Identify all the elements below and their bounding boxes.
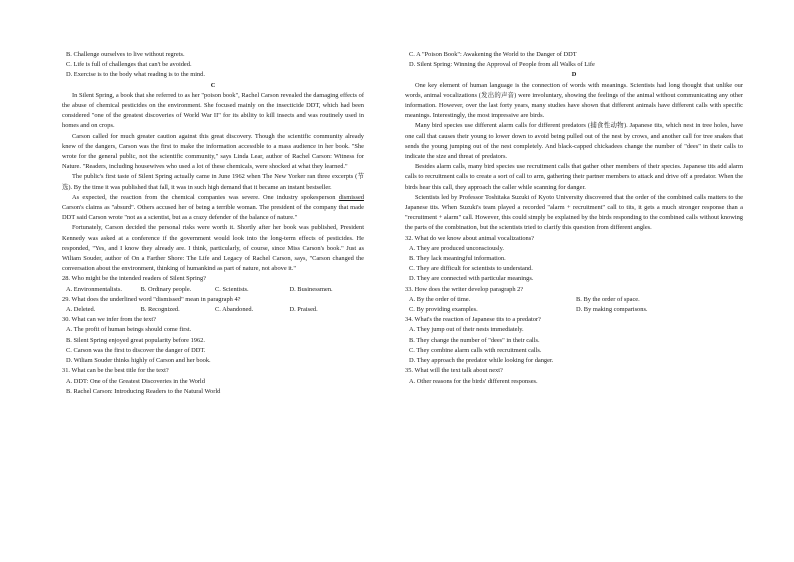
- passage-c-paragraph-5: Fortunately, Carson decided the personal risks were worth it. Shortly after her book was published, President Kennedy was asked at a conference if the government would look into the long-term effects of pesticides. He responded, "Yes, and I know they already are. I think, particularly, of course, since Miss Carson's book." Just as Wiliam Souder, author of On a Farther Shore: The Life and Legacy of Rachel Carson, says, "Carson changed the conversation about the environment, thinking of humankind as part of nature, not above it.": [62, 224, 364, 273]
- option: B. Silent Spring enjoyed great popularity before 1962.: [66, 336, 205, 344]
- question-33-options-row-2: [409, 305, 743, 315]
- question-28-options: [66, 285, 364, 295]
- option: B. They change the number of "dees" in their calls.: [409, 336, 540, 344]
- option: B. They lack meaningful information.: [409, 255, 506, 263]
- option: B. Challenge ourselves to live without regrets.: [66, 51, 185, 58]
- passage-c-paragraph-4: [62, 193, 364, 224]
- option: C. Carson was the first to discover the danger of DDT.: [66, 346, 206, 354]
- option: A. Other reasons for the birds' different responses.: [409, 377, 538, 385]
- right-column: [405, 50, 743, 387]
- section-heading-c: C: [210, 81, 216, 89]
- option: C. Scientists.: [215, 285, 249, 293]
- option: C. Abandoned.: [215, 306, 254, 314]
- question-34: 34. What's the reaction of Japanese tits to a predator?: [405, 316, 541, 324]
- option: A. The profit of human beings should come first.: [66, 326, 192, 334]
- left-column: [62, 50, 364, 397]
- option: C. They combine alarm calls with recruitment calls.: [409, 346, 542, 354]
- question-29: 29. What does the underlined word "dismissed" mean in paragraph 4?: [62, 295, 241, 303]
- option: A. They are produced unconsciously.: [409, 244, 504, 252]
- question-33-options-row-1: [409, 295, 743, 305]
- passage-d-paragraph-3: Besides alarm calls, many bird species use recruitment calls that gather other members of their species. Japanese tits add alarm calls to recruitment calls to create a sort of call to arm, gathering their partner members to attack and drive off a predator. When the birds hear this call, they approach the caller while scanning for danger.: [405, 163, 743, 191]
- passage-d-paragraph-2: Many bird species use different alarm calls for different predators (捕食性动物). Japanese tits, which nest in tree holes, have one call that causes their young to lower down to avoid being pulled out of the nest by crows, and another call for tree snakes that sends the young jumping out of the nest completely. And black-capped chickadees change the number of "dees" in their calls to indicate the size and threat of predators.: [405, 122, 743, 161]
- option: D. Praised.: [289, 306, 318, 314]
- option: B. By the order of space.: [576, 295, 640, 303]
- option: C. Life is full of challenges that can't be avoided.: [66, 61, 192, 69]
- underlined-word: dismissed: [338, 193, 364, 201]
- option: A. Environmentalists.: [66, 285, 122, 293]
- option: B. Recognized.: [140, 306, 180, 314]
- option: A. DDT: One of the Greatest Discoveries in the World: [66, 377, 205, 385]
- passage-c-paragraph-1: In Silent Spring, a book that she referred to as her "poison book", Rachel Carson revealed the damaging effects of the abuse of chemical pesticides on the environment. She focused mainly on the insecticide DDT, which had been considered "one of the greatest discoveries of World War II" for its ability to kill insects and was routinely used in homes and on crops.: [62, 91, 364, 130]
- question-31: 31. What can be the best title for the text?: [62, 367, 169, 375]
- question-32: 32. What do we know about animal vocalizations?: [405, 234, 535, 242]
- option: C. A "Poison Book": Awakening the World to the Danger of DDT: [409, 51, 577, 58]
- paragraph-4-end: Carson's claims as "absurd". Others accused her of being a terrible woman. The president of the company that made DDT said Carson wrote "not as a scientist, but as a crazy defender of the balance of nature.": [62, 204, 364, 222]
- passage-d-paragraph-4: Scientists led by Professor Toshitaka Suzuki of Kyoto University discovered that the order of the combined calls matters to the Japanese tits. When Suzuki's team played a recorded "alarm + recruitment" call to tits, it gets a much stronger response than a "recruitment + alarm" call. However, this could simply be explained by the birds responding to the combined calls without knowing the parts of the combination, but the scientists tried to clarify this question from different angles.: [405, 193, 743, 232]
- option: B. Ordinary people.: [140, 285, 192, 293]
- question-35: 35. What will the text talk about next?: [405, 367, 503, 375]
- option: D. Businessmen.: [289, 285, 333, 293]
- option: D. By making comparisons.: [576, 306, 648, 314]
- question-33: 33. How does the writer develop paragraph 2?: [405, 285, 524, 293]
- option: A. By the order of time.: [409, 295, 471, 303]
- option: A. They jump out of their nests immediately.: [409, 326, 524, 334]
- option: C. By providing examples.: [409, 306, 478, 314]
- option: C. They are difficult for scientists to understand.: [409, 265, 533, 273]
- option: D. They approach the predator while looking for danger.: [409, 357, 554, 365]
- question-29-options: [66, 305, 364, 315]
- option: D. They are connected with particular meanings.: [409, 275, 534, 283]
- question-28: 28. Who might be the intended readers of Silent Spring?: [62, 275, 206, 283]
- passage-d-paragraph-1: One key element of human language is the connection of words with meanings. Scientists had long thought that unlike our words, animal vocalizations (发出的声音) were involuntary, showing the feelings of the animal without communicating any other information. However, over the last forty years, many studies have shown that different animals have different calls with specific meanings. Interestingly, the most impressive are birds.: [405, 81, 743, 120]
- paragraph-4-start: As expected, the reaction from the chemical companies was severe. One industry spokesperson: [72, 193, 339, 201]
- option: D. Silent Spring: Winning the Approval of People from all Walks of Life: [409, 61, 595, 69]
- question-30: 30. What can we infer from the text?: [62, 316, 156, 324]
- passage-c-paragraph-2: Carson called for much greater caution against this great discovery. Though the scientific community already knew of the dangers, Carson was the first to make the information accessible to a mass audience in her book. "She wrote for the general public, not the scientific community," says Linda Lear, author of Rachel Carson: Witness for Nature. "Readers, including housewives who used a lot of these chemicals, were shocked at what they learned.": [62, 132, 364, 171]
- option: B. Rachel Carson: Introducing Readers to the Natural World: [66, 387, 221, 395]
- option: A. Deleted.: [66, 306, 96, 314]
- option: D. Wiliam Souder thinks highly of Carson and her book.: [66, 357, 211, 365]
- section-heading-d: D: [571, 71, 577, 79]
- option: D. Exercise is to the body what reading is to the mind.: [66, 71, 205, 79]
- passage-c-paragraph-3: The public's first taste of Silent Spring actually came in June 1962 when The New Yorker ran three excerpts (节选). By the time it was published that fall, it was in such high demand that it became an instant bestseller.: [62, 173, 364, 191]
